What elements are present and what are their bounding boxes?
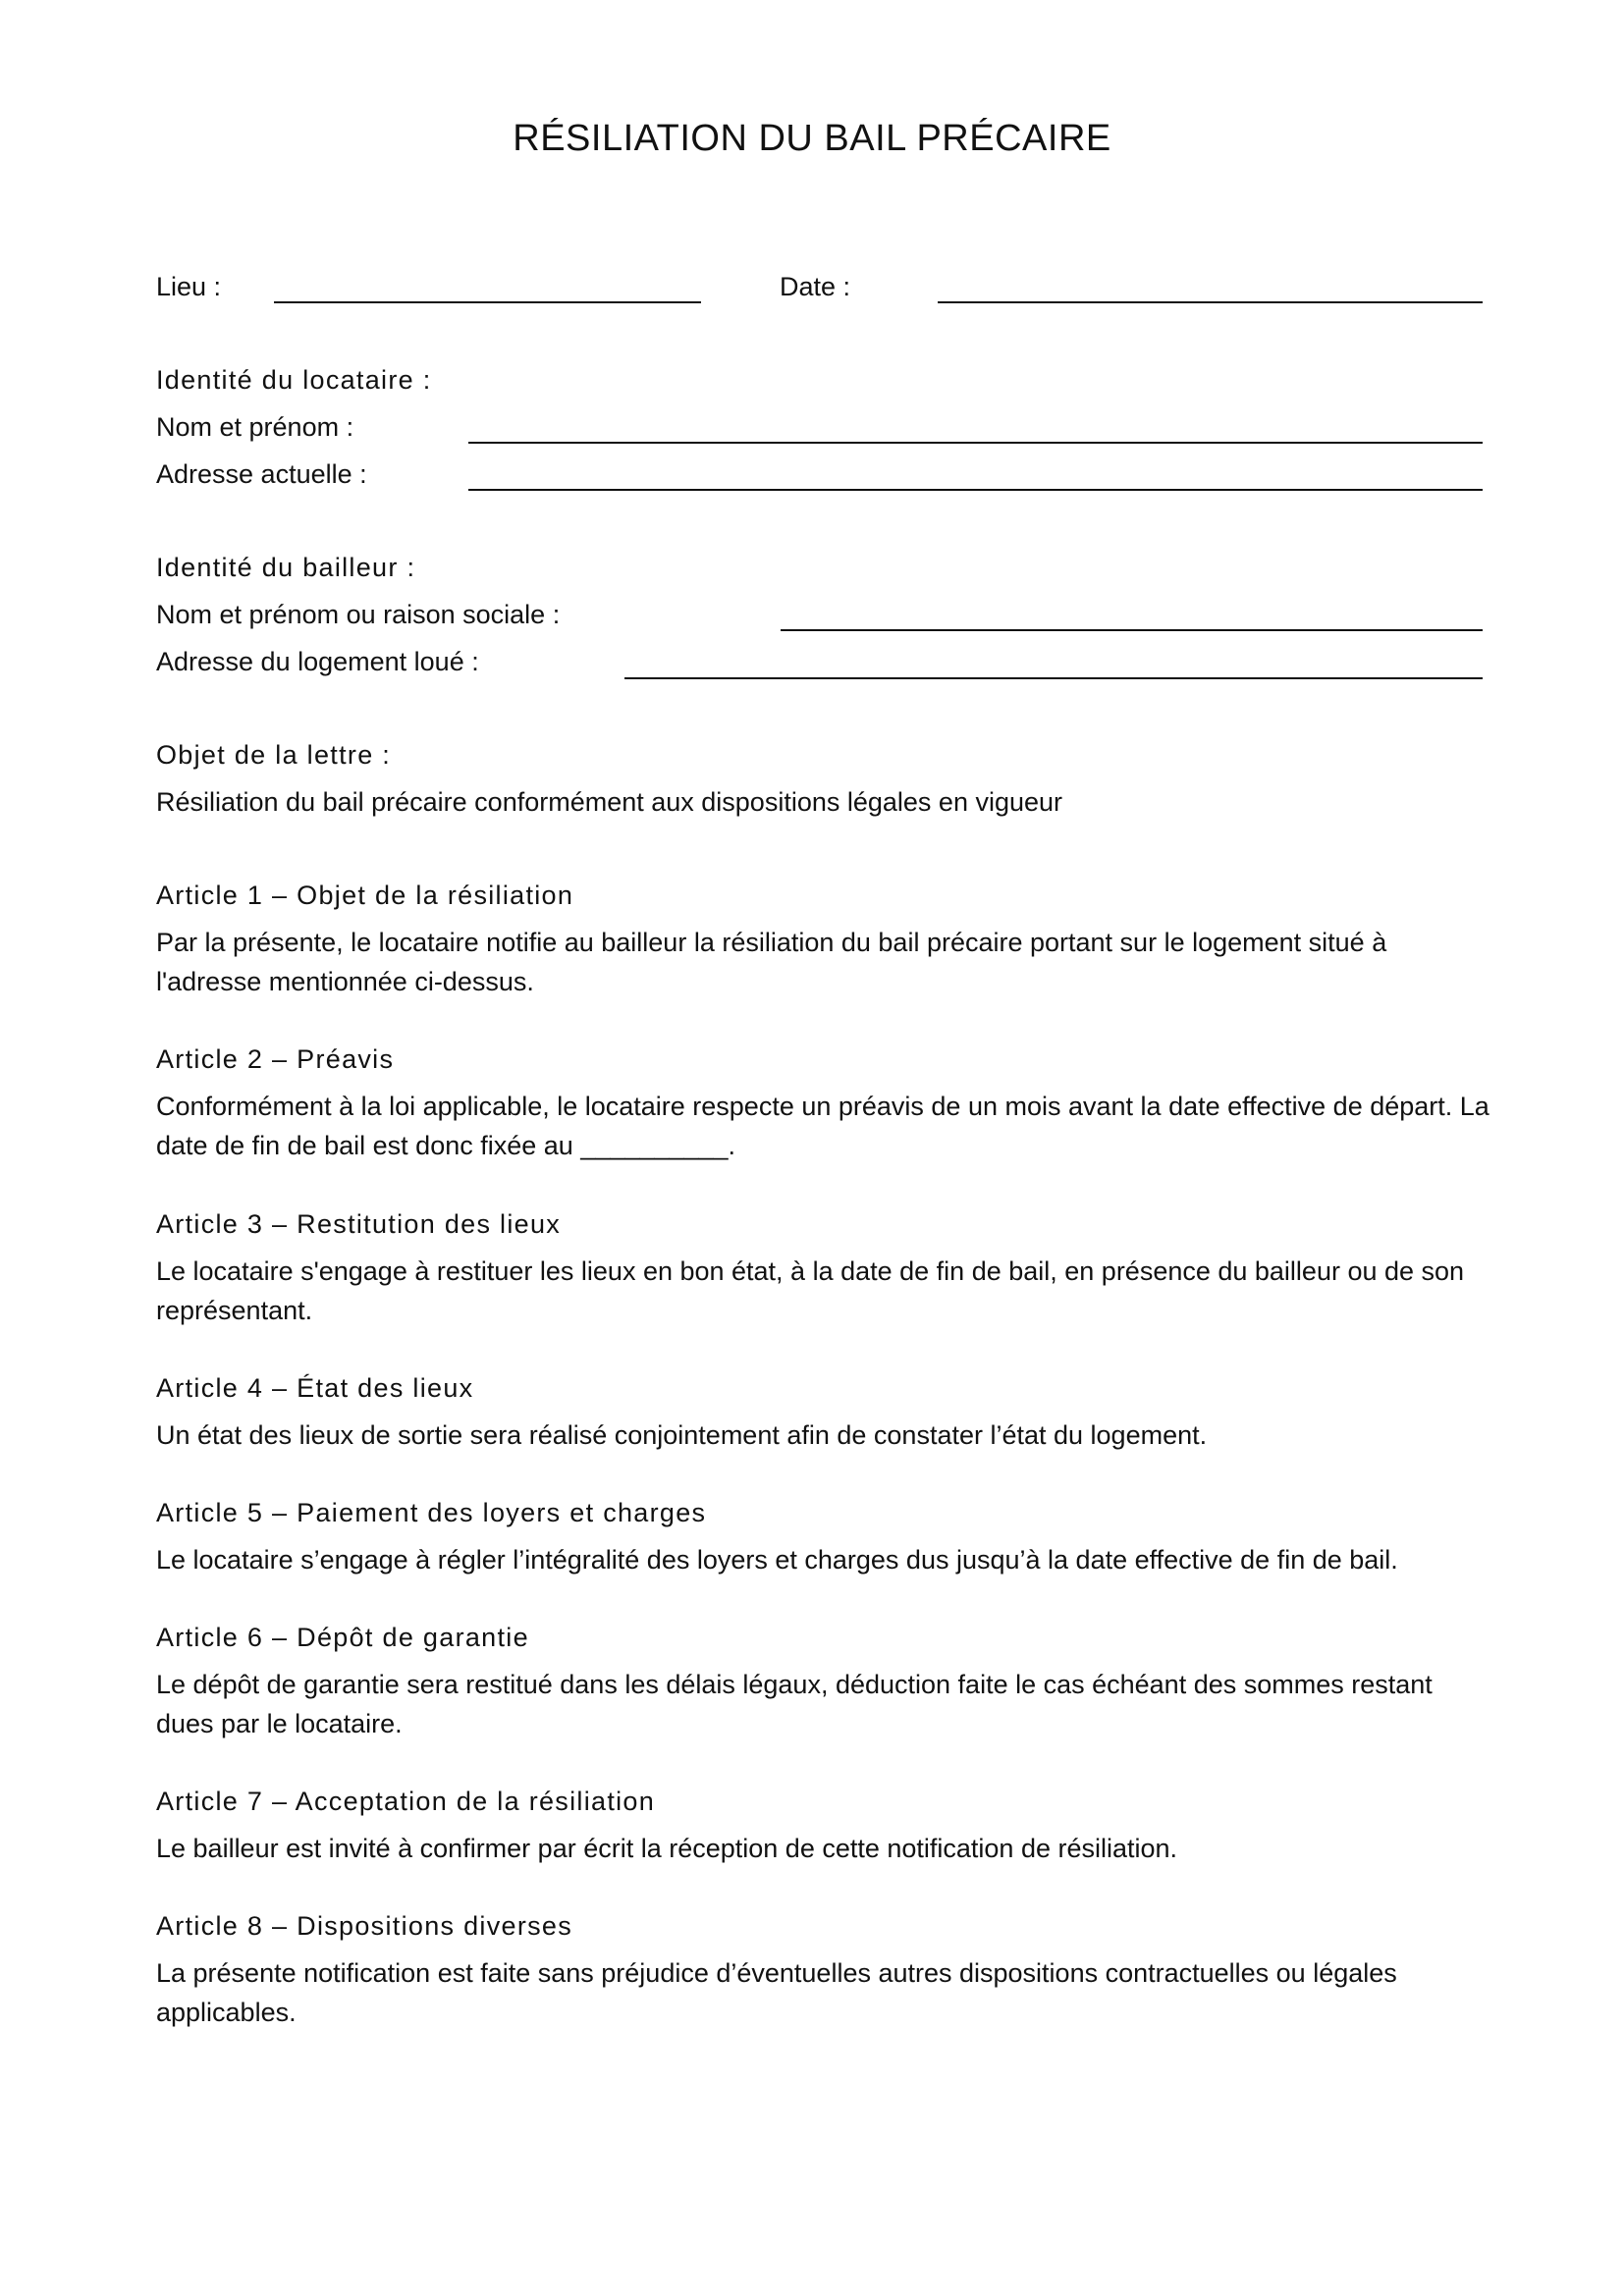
subject-heading: Objet de la lettre : [156,740,392,770]
article-4-text: Un état des lieux de sortie sera réalisé conjointement afin de constater l’état du logement. [156,1420,1208,1450]
article-7-text: Le bailleur est invité à confirmer par écrit la réception de cette notification de résiliation. [156,1834,1178,1863]
date-field-line[interactable] [938,301,1483,303]
tenant-address-field-line[interactable] [468,489,1483,491]
article-5-heading: Article 5 – Paiement des loyers et charges [156,1498,707,1527]
subject-text: Résiliation du bail précaire conformément aux dispositions légales en vigueur [156,787,1063,817]
landlord-heading: Identité du bailleur : [156,553,416,582]
article-4-heading: Article 4 – État des lieux [156,1373,474,1403]
article-1-text: Par la présente, le locataire notifie au bailleur la résiliation du bail précaire portant sur le logement situé à l'adresse mentionnée ci-dessus. [156,928,1387,996]
document-title: RÉSILIATION DU BAIL PRÉCAIRE [513,118,1111,159]
article-6-heading: Article 6 – Dépôt de garantie [156,1623,529,1652]
article-2-text: Conformément à la loi applicable, le locataire respecte un préavis de un mois avant la date effective de départ. La date de fin de bail est donc fixée au __________. [156,1092,1489,1160]
lieu-field-line[interactable] [274,301,701,303]
landlord-name-label: Nom et prénom ou raison sociale : [156,600,561,629]
lieu-label: Lieu : [156,272,222,301]
landlord-address-field-line[interactable] [624,677,1483,679]
article-3-heading: Article 3 – Restitution des lieux [156,1209,562,1239]
tenant-name-label: Nom et prénom : [156,412,354,442]
article-6-text: Le dépôt de garantie sera restitué dans les délais légaux, déduction faite le cas échéant des sommes restant dues par le locataire. [156,1670,1433,1738]
date-label: Date : [780,272,851,301]
landlord-address-label: Adresse du logement loué : [156,647,479,676]
tenant-heading: Identité du locataire : [156,365,432,395]
article-5-text: Le locataire s’engage à régler l’intégralité des loyers et charges dus jusqu’à la date effective de fin de bail. [156,1545,1398,1575]
landlord-name-field-line[interactable] [781,629,1483,631]
article-2-heading: Article 2 – Préavis [156,1044,395,1074]
article-8-heading: Article 8 – Dispositions diverses [156,1911,573,1941]
article-8-text: La présente notification est faite sans préjudice d’éventuelles autres dispositions contractuelles ou légales applicables. [156,1958,1397,2027]
article-7-heading: Article 7 – Acceptation de la résiliation [156,1787,656,1816]
tenant-name-field-line[interactable] [468,442,1483,444]
article-3-text: Le locataire s'engage à restituer les lieux en bon état, à la date de fin de bail, en présence du bailleur ou de son représentant. [156,1256,1465,1325]
article-1-heading: Article 1 – Objet de la résiliation [156,881,574,910]
tenant-address-label: Adresse actuelle : [156,459,367,489]
